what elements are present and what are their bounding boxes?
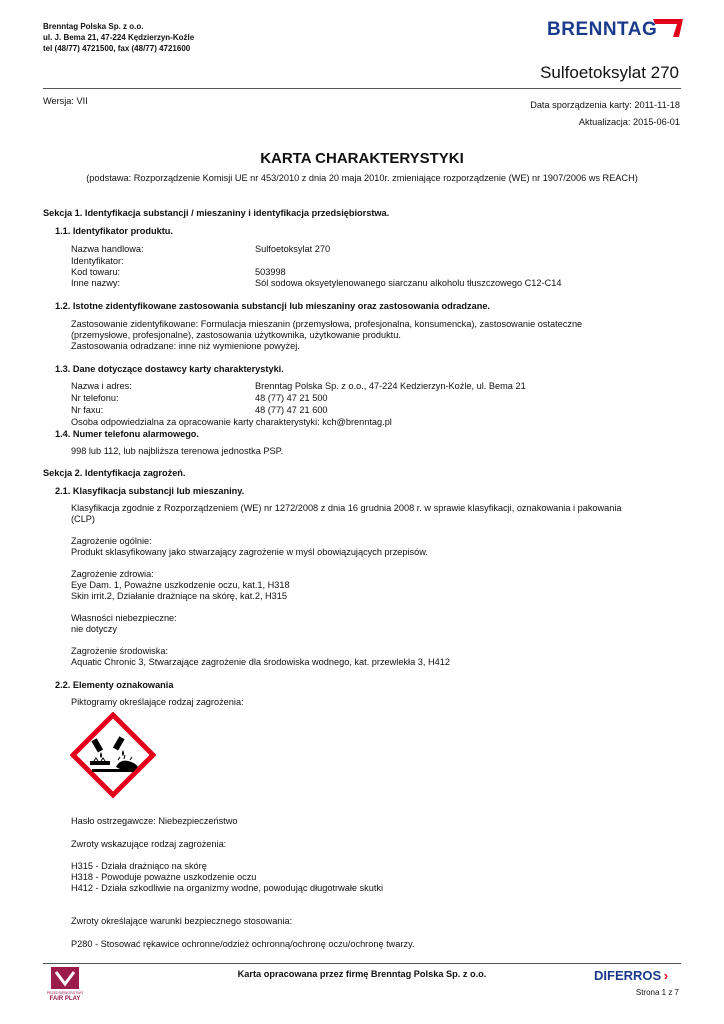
- emergency-number: 998 lub 112, lub najbliższa terenowa jednostka PSP.: [71, 446, 284, 456]
- prepared-by: Karta opracowana przez firmę Brenntag Polska Sp. z o.o.: [237, 969, 487, 979]
- page-number: Strona 1 z 7: [635, 988, 679, 997]
- footer-divider: [43, 963, 681, 964]
- subsection-1-4-heading: 1.4. Numer telefonu alarmowego.: [55, 429, 199, 439]
- hazard-statements-label: Zwroty wskazujące rodzaj zagrożenia:: [71, 839, 227, 849]
- field-address: [71, 381, 526, 392]
- diferros-text: DIFERROS: [594, 968, 662, 983]
- brenntag-logo: [547, 16, 683, 40]
- document-basis: (podstawa: Rozporządzenie Komisji UE nr 453/2010 z dnia 20 maja 2010r. zmieniające rozporządzenie (WE) nr 1907/2006 ws REACH): [86, 173, 638, 183]
- health-hazard-2: Skin irrit.2, Działanie drażniące na skórę, kat.2, H315: [71, 591, 288, 601]
- field-identifier: [71, 256, 124, 267]
- responsible-person: Osoba odpowiedzialna za opracowanie karty charakterystyki: kch@brenntag.pl: [71, 417, 392, 427]
- signal-word: Hasło ostrzegawcze: Niebezpieczeństwo: [71, 816, 238, 826]
- section-2-heading: Sekcja 2. Identyfikacja zagrożeń.: [43, 468, 186, 478]
- field-label: Inne nazwy:: [71, 278, 121, 288]
- uses-line-2: (przemysłowe, profesjonalne), zastosowania użytkownika, użytkowanie produktu.: [71, 330, 401, 340]
- general-hazard-label: Zagrożenie ogólnie:: [71, 536, 152, 546]
- section-1-heading: Sekcja 1. Identyfikacja substancji / mieszaniny i identyfikacja przedsiębiorstwa.: [43, 208, 390, 218]
- field-value: Sulfoetoksylat 270: [255, 244, 331, 254]
- pictograms-label: Piktogramy określające rodzaj zagrożenia:: [71, 697, 244, 707]
- field-value: Brenntag Polska Sp. z o.o., 47-224 Kedzierzyn-Koźle, ul. Bema 21: [255, 381, 526, 391]
- uses-line-3: Zastosowania odradzane: inne niż wymienione powyżej.: [71, 341, 300, 351]
- field-value: 48 (77) 47 21 600: [255, 405, 328, 415]
- field-value: 503998: [255, 267, 286, 277]
- field-trade-name: [71, 244, 331, 255]
- date-updated: Aktualizacja: 2015-06-01: [578, 117, 680, 127]
- subsection-2-2-heading: 2.2. Elementy oznakowania: [55, 680, 174, 690]
- fair-play-text: FAIR PLAY: [49, 996, 81, 1002]
- field-label: Nazwa handlowa:: [71, 244, 144, 254]
- hazard-h412: H412 - Działa szkodliwie na organizmy wodne, powodując długotrwałe skutki: [71, 883, 384, 893]
- general-hazard: Produkt sklasyfikowany jako stwarzający zagrożenie w myśl obowiązujących przepisów.: [71, 547, 428, 557]
- field-label: Nr telefonu:: [71, 393, 119, 403]
- chevron-right-icon: ›: [663, 968, 669, 983]
- clp-line-1: Klasyfikacja zgodnie z Rozporządzeniem (WE) nr 1272/2008 z dnia 16 grudnia 2008 r. w sprawie klasyfikacji, oznakowania i pakowania: [71, 503, 622, 513]
- subsection-1-2-heading: 1.2. Istotne zidentyfikowane zastosowania substancji lub mieszaniny oraz zastosowania odradzane.: [55, 301, 490, 311]
- physical-hazard: nie dotyczy: [71, 624, 117, 634]
- field-label: Identyfikator:: [71, 256, 124, 266]
- precaution-p280: P280 - Stosować rękawice ochronne/odzież ochronną/ochronę oczu/ochronę twarzy.: [71, 939, 415, 949]
- physical-hazard-label: Własności niebezpieczne:: [71, 613, 177, 623]
- field-code: [71, 267, 286, 278]
- corrosion-pictogram-icon: [70, 712, 156, 798]
- company-phones: tel (48/77) 4721500, fax (48/77) 4721600: [43, 44, 191, 53]
- subsection-1-3-heading: 1.3. Dane dotyczące dostawcy karty charakterystyki.: [55, 364, 284, 374]
- document-title: KARTA CHARAKTERYSTYKI: [260, 150, 464, 167]
- field-value: 48 (77) 47 21 500: [255, 393, 328, 403]
- field-label: Nazwa i adres:: [71, 381, 132, 391]
- subsection-1-1-heading: 1.1. Identyfikator produktu.: [55, 226, 173, 236]
- hazard-h315: H315 - Działa drażniąco na skórę: [71, 861, 207, 871]
- health-hazard-label: Zagrożenie zdrowia:: [71, 569, 154, 579]
- health-hazard-1: Eye Dam. 1, Poważne uszkodzenie oczu, kat.1, H318: [71, 580, 290, 590]
- subsection-2-1-heading: 2.1. Klasyfikacja substancji lub mieszaniny.: [55, 486, 245, 496]
- field-label: Nr faxu:: [71, 405, 104, 415]
- company-address: ul. J. Bema 21, 47-224 Kędzierzyn-Koźle: [43, 33, 195, 42]
- field-label: Kod towaru:: [71, 267, 121, 277]
- header-divider: [43, 88, 681, 89]
- env-hazard-label: Zagrożenie środowiska:: [71, 646, 169, 656]
- hazard-h318: H318 - Powoduje poważne uszkodzenie oczu: [71, 872, 257, 882]
- env-hazard: Aquatic Chronic 3, Stwarzające zagrożenie dla środowiska wodnego, kat. przewlekła 3, H412: [71, 657, 450, 667]
- field-phone: [71, 393, 328, 404]
- precaution-label: Zwroty określające warunki bezpiecznego stosowania:: [71, 916, 293, 926]
- brenntag-swoosh-icon: [651, 16, 685, 40]
- clp-line-2: (CLP): [71, 514, 95, 524]
- field-other-names: [71, 278, 562, 289]
- uses-line-1: Zastosowanie zidentyfikowane: Formulacja mieszanin (przemysłowa, profesjonalna, konsumencka), zastosowanie ostateczne: [71, 319, 583, 329]
- version: Wersja: VII: [43, 96, 88, 106]
- date-created: Data sporządzenia karty: 2011-11-18: [530, 100, 680, 110]
- product-title: Sulfoetoksylat 270: [540, 63, 679, 82]
- brenntag-logo-text: BRENNTAG: [547, 19, 658, 40]
- field-fax: [71, 405, 328, 416]
- fair-play-small-text: PRZEDSIĘBIORSTWO: [46, 991, 84, 995]
- diferros-logo: [594, 968, 684, 984]
- field-value: Sól sodowa oksyetylenowanego siarczanu alkoholu tłuszczowego C12-C14: [255, 278, 562, 288]
- company-name: Brenntag Polska Sp. z o.o.: [43, 22, 144, 31]
